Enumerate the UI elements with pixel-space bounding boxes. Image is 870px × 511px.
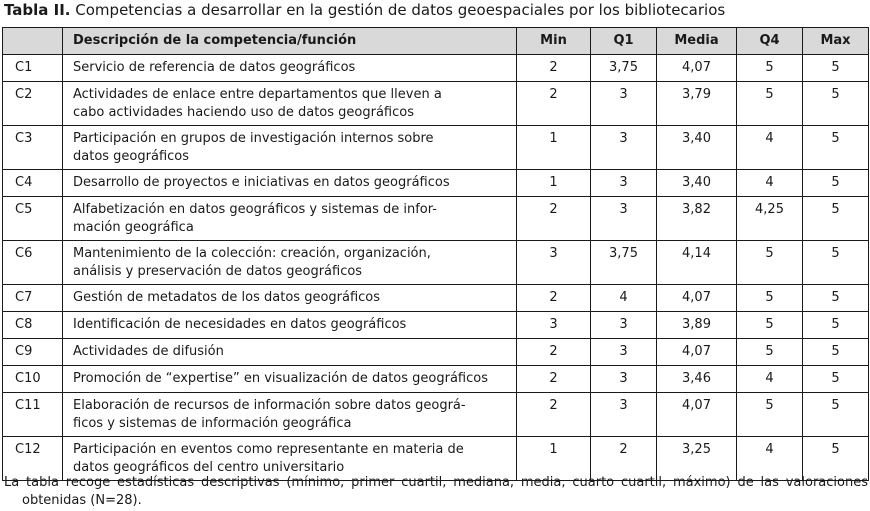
- row-code: C2: [3, 82, 63, 126]
- row-description: [63, 339, 517, 366]
- row-q4: 5: [737, 393, 803, 437]
- row-min: 3: [517, 312, 591, 339]
- footnote-line: obtenidas (N=28).: [22, 493, 142, 508]
- row-code: C9: [3, 339, 63, 366]
- row-min: 1: [517, 170, 591, 197]
- row-description: [63, 285, 517, 312]
- table-row: [3, 285, 869, 312]
- table-row: [3, 170, 869, 197]
- row-min: 2: [517, 82, 591, 126]
- row-q4: 5: [737, 241, 803, 285]
- row-description: [63, 126, 517, 170]
- row-max: 5: [803, 82, 869, 126]
- row-q1: 3: [591, 366, 657, 393]
- row-q1: 3: [591, 126, 657, 170]
- row-media: 3,40: [657, 126, 737, 170]
- row-q1: 3: [591, 393, 657, 437]
- row-q1: 3: [591, 170, 657, 197]
- table-row: [3, 82, 869, 126]
- description-line: análisis y preservación de datos geográficos: [73, 264, 363, 279]
- header-min: Min: [517, 28, 591, 55]
- row-code: C6: [3, 241, 63, 285]
- row-max: 5: [803, 312, 869, 339]
- row-min: 2: [517, 339, 591, 366]
- row-description: [63, 55, 517, 82]
- description-line: Participación en grupos de investigación internos sobre: [73, 131, 434, 146]
- row-media: 4,07: [657, 55, 737, 82]
- description-line: Mantenimiento de la colección: creación, organización,: [73, 246, 431, 261]
- row-media: 3,79: [657, 82, 737, 126]
- row-min: 3: [517, 241, 591, 285]
- description-line: Participación en eventos como representante en materia de: [73, 442, 464, 457]
- row-q4: 5: [737, 312, 803, 339]
- row-code: C10: [3, 366, 63, 393]
- table-caption-label: Tabla II.: [4, 1, 71, 19]
- table-row: [3, 241, 869, 285]
- row-code: C3: [3, 126, 63, 170]
- row-max: 5: [803, 241, 869, 285]
- header-media: Media: [657, 28, 737, 55]
- row-code: C7: [3, 285, 63, 312]
- table-row: [3, 393, 869, 437]
- table-row: [3, 339, 869, 366]
- table-caption-text: Competencias a desarrollar en la gestión de datos geoespaciales por los bibliotecarios: [70, 1, 726, 19]
- row-max: 5: [803, 55, 869, 82]
- header-code: [3, 28, 63, 55]
- row-min: 2: [517, 55, 591, 82]
- description-line: datos geográficos: [73, 149, 190, 164]
- row-q4: 5: [737, 55, 803, 82]
- row-code: C11: [3, 393, 63, 437]
- row-min: 2: [517, 393, 591, 437]
- description-line: Servicio de referencia de datos geográficos: [73, 60, 356, 75]
- header-q4: Q4: [737, 28, 803, 55]
- row-q1: 2: [591, 437, 657, 481]
- row-media: 4,07: [657, 393, 737, 437]
- row-q1: 3,75: [591, 241, 657, 285]
- description-line: ficos y sistemas de información geográfica: [73, 416, 352, 431]
- row-q4: 5: [737, 82, 803, 126]
- description-line: Identificación de necesidades en datos geográficos: [73, 317, 407, 332]
- description-line: Elaboración de recursos de información sobre datos geográ-: [73, 398, 466, 413]
- row-q1: 4: [591, 285, 657, 312]
- table-header-row: [3, 28, 869, 55]
- row-description: [63, 170, 517, 197]
- table-row: [3, 312, 869, 339]
- row-q4: 4,25: [737, 197, 803, 241]
- row-max: 5: [803, 339, 869, 366]
- row-media: 3,89: [657, 312, 737, 339]
- row-min: 2: [517, 285, 591, 312]
- header-q1: Q1: [591, 28, 657, 55]
- row-max: 5: [803, 366, 869, 393]
- table-row: [3, 55, 869, 82]
- row-q4: 5: [737, 285, 803, 312]
- row-min: 2: [517, 366, 591, 393]
- row-code: C4: [3, 170, 63, 197]
- row-max: 5: [803, 437, 869, 481]
- row-q4: 4: [737, 126, 803, 170]
- row-code: C1: [3, 55, 63, 82]
- row-min: 1: [517, 126, 591, 170]
- row-max: 5: [803, 126, 869, 170]
- description-line: Gestión de metadatos de los datos geográficos: [73, 290, 381, 305]
- table-row: [3, 366, 869, 393]
- description-line: Desarrollo de proyectos e iniciativas en datos geográficos: [73, 175, 450, 190]
- row-media: 4,07: [657, 285, 737, 312]
- row-q1: 3: [591, 312, 657, 339]
- footnote-line: La tabla recoge estadísticas descriptivas (mínimo, primer cuartil, mediana, media, cuarto cuartil, máximo) de las valoraciones: [4, 475, 868, 490]
- competencies-table: [2, 27, 869, 481]
- row-q1: 3,75: [591, 55, 657, 82]
- row-max: 5: [803, 393, 869, 437]
- row-media: 4,14: [657, 241, 737, 285]
- table-row: [3, 126, 869, 170]
- row-code: C5: [3, 197, 63, 241]
- header-description: Descripción de la competencia/función: [63, 28, 517, 55]
- row-description: [63, 241, 517, 285]
- description-line: Actividades de enlace entre departamentos que lleven a: [73, 87, 442, 102]
- description-line: Alfabetización en datos geográficos y sistemas de infor-: [73, 202, 437, 217]
- row-min: 1: [517, 437, 591, 481]
- row-q1: 3: [591, 197, 657, 241]
- row-media: 3,40: [657, 170, 737, 197]
- description-line: Actividades de difusión: [73, 344, 224, 359]
- description-line: cabo actividades haciendo uso de datos geográficos: [73, 105, 414, 120]
- description-line: Promoción de “expertise” en visualización de datos geográficos: [73, 371, 488, 386]
- row-max: 5: [803, 197, 869, 241]
- table-row: [3, 197, 869, 241]
- row-description: [63, 366, 517, 393]
- table-caption: [4, 1, 725, 19]
- row-description: [63, 197, 517, 241]
- row-code: C12: [3, 437, 63, 481]
- row-media: 3,82: [657, 197, 737, 241]
- row-q4: 4: [737, 437, 803, 481]
- row-q1: 3: [591, 339, 657, 366]
- row-description: [63, 312, 517, 339]
- row-max: 5: [803, 285, 869, 312]
- row-max: 5: [803, 170, 869, 197]
- row-media: 3,25: [657, 437, 737, 481]
- description-line: datos geográficos del centro universitario: [73, 460, 345, 475]
- row-q4: 5: [737, 339, 803, 366]
- row-code: C8: [3, 312, 63, 339]
- row-description: [63, 393, 517, 437]
- row-media: 3,46: [657, 366, 737, 393]
- table-footnote: [4, 474, 868, 510]
- row-q4: 4: [737, 366, 803, 393]
- row-min: 2: [517, 197, 591, 241]
- header-max: Max: [803, 28, 869, 55]
- row-q4: 4: [737, 170, 803, 197]
- row-description: [63, 82, 517, 126]
- row-media: 4,07: [657, 339, 737, 366]
- row-q1: 3: [591, 82, 657, 126]
- description-line: mación geográfica: [73, 220, 194, 235]
